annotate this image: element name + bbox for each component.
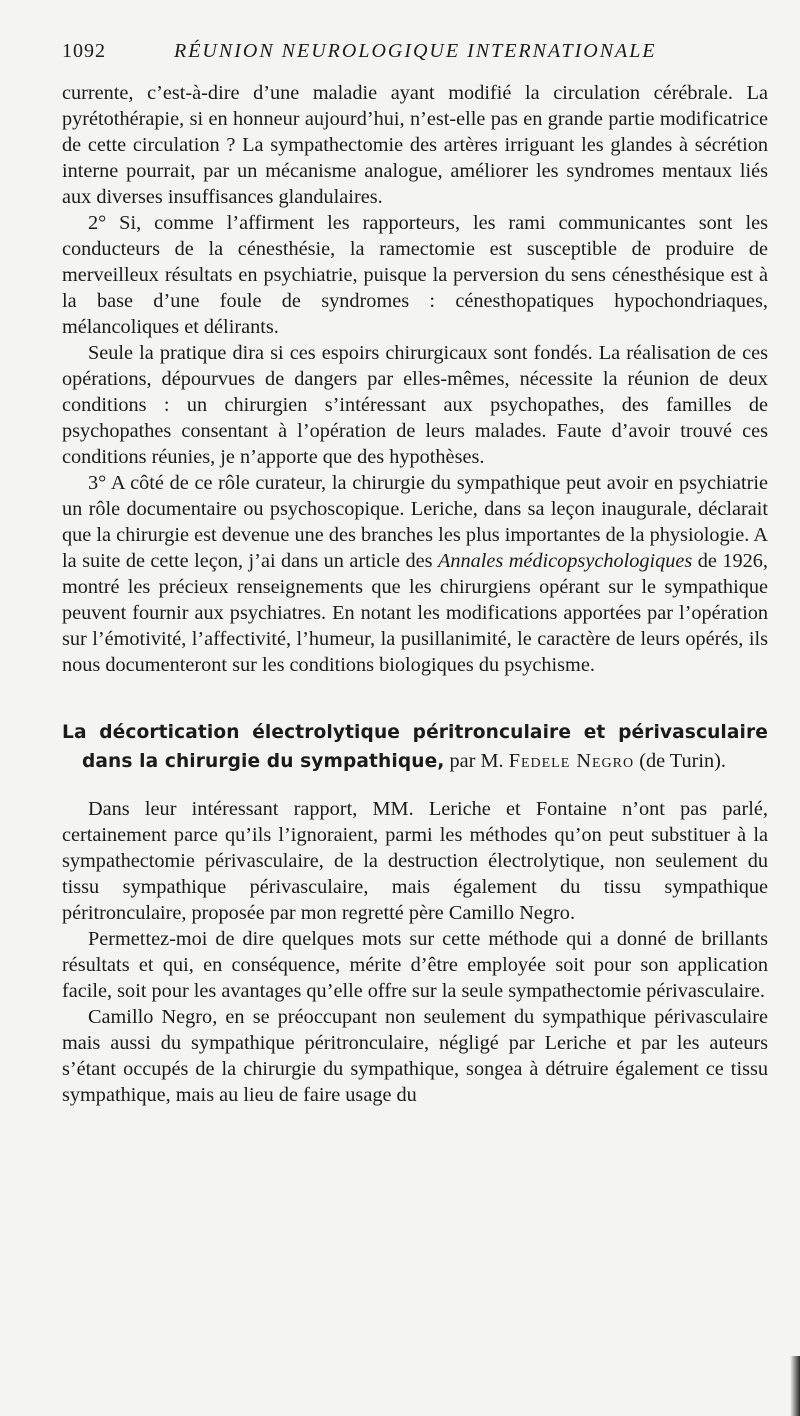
- scan-edge-shadow: [790, 1356, 800, 1416]
- section-author: Fedele Negro: [508, 750, 635, 772]
- paragraph-4-end: de 1926, montré les précieux renseignements que les chirurgiens opérant sur le sympathique peuvent fournir aux psychiatres. En notant les modifications apportées par l’opération sur l’émotivité, l’affectivité, l’humeur, la pusillanimité, le caractère de leurs opérés, ils nous documenteront sur les conditions biologiques du psychisme.: [62, 550, 769, 676]
- section-by: par M.: [444, 750, 509, 772]
- section-heading: [62, 718, 768, 776]
- journal-title: Annales médicopsychologiques: [437, 550, 693, 572]
- section-title: La décortication électrolytique péritronculaire et périvasculaire dans la chirurgie du sympathique,: [62, 722, 768, 772]
- paragraph-3: Seule la pratique dira si ces espoirs chirurgicaux sont fondés. La réalisation de ces opérations, dépourvues de dangers par elles-mêmes, nécessite la réunion de deux conditions : un chirurgien s’intéressant aux psychopathes, des familles de psychopathes consentant à l’opération de leurs malades. Faute d’avoir trouvé ces conditions réunies, je n’apporte que des hypothèses.: [62, 342, 768, 468]
- section-paragraph-3: Camillo Negro, en se préoccupant non seulement du sympathique périvasculaire mais aussi du sympathique péritronculaire, négligé par Leriche et par les auteurs s’étant occupés de la chirurgie du sympathique, songea à détruire également ce tissu sympathique, mais au lieu de faire usage du: [62, 1006, 768, 1106]
- body-text: [62, 80, 768, 1108]
- paragraph-4-start: 3° A côté de ce rôle curateur, la chirurgie du sympathique peut avoir en psychiatrie un rôle documentaire ou psychoscopique. Leriche, dans sa leçon inaugurale, déclarait que la chirurgie est devenue une des branches les plus importantes de la physiologie. A la suite de cette leçon, j’ai dans un article des: [62, 472, 768, 572]
- paragraph-1: currente, c’est-à-dire d’une maladie ayant modifié la circulation cérébrale. La pyrétothérapie, si en honneur aujourd’hui, n’est-elle pas en grande partie modificatrice de cette circulation ? La sympathectomie des artères irriguant les glandes à sécrétion interne pourrait, par un mécanisme analogue, améliorer les syndromes mentaux liés aux diverses insuffisances glandulaires.: [62, 82, 768, 208]
- section-paragraph-1: Dans leur intéressant rapport, MM. Leriche et Fontaine n’ont pas parlé, certainement parce qu’ils l’ignoraient, parmi les méthodes qu’on peut substituer à la sympathectomie périvasculaire, de la destruction électrolytique, non seulement du tissu sympathique périvasculaire, mais également du tissu sympathique péritronculaire, proposée par mon regretté père Camillo Negro.: [62, 798, 768, 924]
- section-place: (de Turin).: [634, 750, 726, 772]
- page-header: [62, 40, 760, 68]
- running-title: RÉUNION NEUROLOGIQUE INTERNATIONALE: [174, 40, 657, 62]
- paragraph-4: [62, 470, 768, 678]
- section-paragraph-2: Permettez-moi de dire quelques mots sur cette méthode qui a donné de brillants résultats et qui, en conséquence, mérite d’être employée soit pour son application facile, soit pour les avantages qu’elle offre sur la seule sympathectomie périvasculaire.: [62, 928, 768, 1002]
- paragraph-2: 2° Si, comme l’affirment les rapporteurs, les rami communicantes sont les conducteurs de la cénesthésie, la ramectomie est susceptible de produire de merveilleux résultats en psychiatrie, puisque la perversion du sens cénesthésique est à la base d’une foule de syndromes : cénesthopatiques hypochondriaques, mélancoliques et délirants.: [62, 212, 768, 338]
- page-number: 1092: [62, 40, 106, 62]
